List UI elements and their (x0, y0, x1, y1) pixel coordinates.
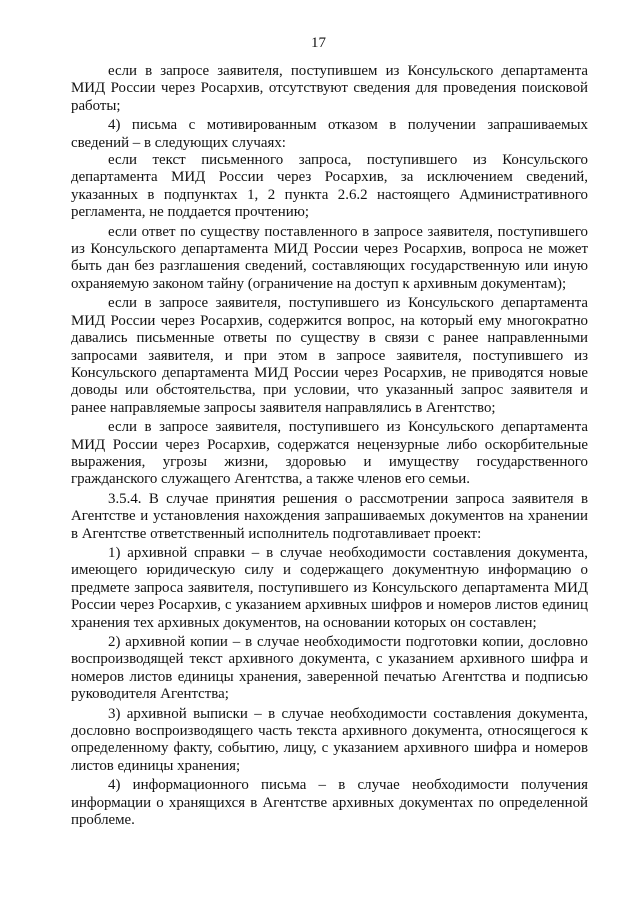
paragraph: 1) архивной справки – в случае необходимости составления документа, имеющего юридическую силу и содержащего документную информацию о предмете запроса заявителя, поступившего из Консульского департамента МИД России через Росархив, с указанием архивных шифров и номеров листов единиц хранения тех архивных документов, на основании которых он составлен; (71, 544, 588, 631)
paragraph: 2) архивной копии – в случае необходимости подготовки копии, дословно воспроизводящей текст архивного документа, с указанием архивного шифра и номеров листов единицы хранения, заверенной печатью Агентства и подписью руководителя Агентства; (71, 634, 588, 703)
paragraph: если в запросе заявителя, поступившего из Консульского департамента МИД России через Росархив, содержится вопрос, на который ему многократно давались письменные ответы по существу в связи с ранее направленными запросами заявителя, и при этом в запросе заявителя, поступившего из Консульского департамента МИД России через Росархив, не приводятся новые доводы или обстоятельства, при условии, что указанный запрос заявителя и ранее направляемые запросы заявителя направлялись в Агентство; (71, 295, 588, 416)
paragraph: 3.5.4. В случае принятия решения о рассмотрении запроса заявителя в Агентстве и установления нахождения запрашиваемых документов на хранении в Агентстве ответственный исполнитель подготавливает проект: (71, 490, 588, 542)
paragraph: 4) письма с мотивированным отказом в получении запрашиваемых сведений – в следующих случаях: (71, 117, 588, 151)
paragraph: если в запросе заявителя, поступившего из Консульского департамента МИД России через Росархив, содержатся нецензурные либо оскорбительные выражения, угрозы жизни, здоровью и имуществу государственного гражданского служащего Агентства, а также членов его семьи. (71, 419, 588, 488)
paragraph: 4) информационного письма – в случае необходимости получения информации о хранящихся в Агентстве архивных документах по определенной проблеме. (71, 777, 588, 829)
paragraph: если ответ по существу поставленного в запросе заявителя, поступившего из Консульского департамента МИД России через Росархив, вопроса не может быть дан без разглашения сведений, составляющих государственную или иную охраняемую законом тайну (ограничение на доступ к архивным документам); (71, 223, 588, 292)
paragraph: если в запросе заявителя, поступившем из Консульского департамента МИД России через Росархив, отсутствуют сведения для проведения поисковой работы; (71, 63, 588, 114)
paragraph: 3) архивной выписки – в случае необходимости составления документа, дословно воспроизводящего часть текста архивного документа, относящегося к определенному факту, событию, лицу, с указанием архивного шифра и номеров листов единицы хранения; (71, 705, 588, 774)
document-body (71, 63, 588, 829)
paragraph: если текст письменного запроса, поступившего из Консульского департамента МИД России через Росархив, за исключением сведений, указанных в подпунктах 1, 2 пункта 2.6.2 настоящего Административного регламента, не поддается прочтению; (71, 152, 588, 221)
page-number: 17 (311, 35, 326, 51)
